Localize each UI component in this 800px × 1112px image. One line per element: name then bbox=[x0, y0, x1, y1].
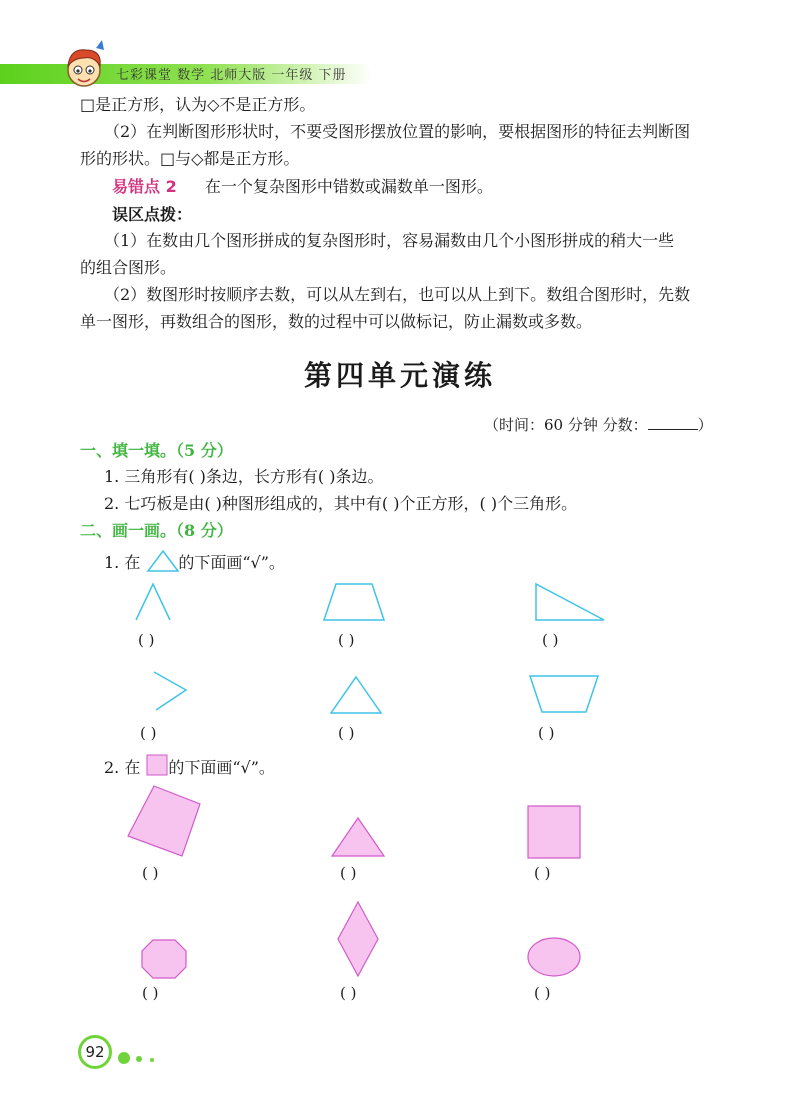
time-score-close: ） bbox=[697, 416, 713, 434]
answer-paren[interactable]: ( ) bbox=[140, 724, 157, 742]
trapezoid-shape bbox=[322, 580, 388, 624]
error-point-text: 在一个复杂图形中错数或漏数单一图形。 bbox=[204, 177, 493, 196]
analysis-line: （2）数图形时按顺序去数，可以从左到右，也可以从上到下。数组合图形时，先数 bbox=[104, 285, 691, 304]
q1-suffix: 的下面画“√”。 bbox=[178, 553, 285, 572]
decor-dot bbox=[136, 1056, 142, 1062]
section1-heading: 一、填一填。（5 分） bbox=[80, 441, 233, 460]
rotated-square-shape bbox=[124, 784, 204, 860]
answer-paren[interactable]: ( ) bbox=[142, 984, 159, 1002]
mascot-icon bbox=[56, 40, 112, 92]
answer-paren[interactable]: ( ) bbox=[338, 631, 355, 649]
inverted-trapezoid-shape bbox=[526, 672, 602, 716]
ellipse-shape bbox=[526, 936, 582, 978]
angle-shape bbox=[150, 668, 190, 712]
intro-line: （2）在判断图形形状时，不要受图形摆放位置的影响，要根据图形的特征去判断图 bbox=[104, 122, 691, 141]
q1-prefix: 1. 在 bbox=[104, 553, 141, 572]
decor-dot bbox=[118, 1052, 130, 1064]
time-score bbox=[484, 414, 713, 436]
section2-q2 bbox=[104, 757, 275, 779]
answer-paren[interactable]: ( ) bbox=[340, 984, 357, 1002]
section2-q1 bbox=[104, 552, 285, 574]
pink-triangle-shape bbox=[330, 816, 386, 858]
q2-suffix: 的下面画“√”。 bbox=[168, 758, 275, 777]
error-point-label: 易错点 2 bbox=[112, 177, 177, 196]
intro-line: □是正方形，认为◇不是正方形。 bbox=[80, 95, 316, 114]
answer-paren[interactable]: ( ) bbox=[538, 724, 555, 742]
analysis-line: 单一图形，再数组合的图形，数的过程中可以做标记，防止漏数或多数。 bbox=[80, 312, 593, 331]
time-score-text: （时间：60 分钟 分数： bbox=[484, 416, 648, 434]
page-title: 第四单元演练 bbox=[303, 359, 496, 392]
answer-paren[interactable]: ( ) bbox=[338, 724, 355, 742]
open-angle-shape bbox=[130, 580, 180, 624]
intro-line: 形的形状。□与◇都是正方形。 bbox=[80, 149, 300, 168]
square-shape bbox=[526, 804, 582, 860]
octagon-shape bbox=[140, 938, 188, 980]
error-point bbox=[112, 176, 493, 198]
square-reference-icon bbox=[146, 754, 168, 776]
score-blank[interactable] bbox=[648, 415, 698, 430]
answer-paren[interactable]: ( ) bbox=[542, 631, 559, 649]
answer-paren[interactable]: ( ) bbox=[534, 984, 551, 1002]
triangle-reference-icon bbox=[146, 549, 180, 573]
decor-dot bbox=[150, 1058, 154, 1062]
analysis-line: 的组合图形。 bbox=[80, 258, 177, 277]
answer-paren[interactable]: ( ) bbox=[142, 864, 159, 882]
analysis-label: 误区点拨： bbox=[112, 205, 193, 224]
page-number: 92 bbox=[78, 1035, 112, 1069]
answer-paren[interactable]: ( ) bbox=[340, 864, 357, 882]
triangle-shape bbox=[328, 674, 384, 716]
answer-paren[interactable]: ( ) bbox=[138, 631, 155, 649]
answer-paren[interactable]: ( ) bbox=[534, 864, 551, 882]
analysis-line: （1）在数由几个图形拼成的复杂图形时，容易漏数由几个小图形拼成的稍大一些 bbox=[104, 231, 675, 250]
right-triangle-shape bbox=[530, 580, 610, 624]
header-text: 七彩课堂 数学 北师大版 一年级 下册 bbox=[116, 68, 347, 83]
section2-heading: 二、画一画。（8 分） bbox=[80, 521, 233, 540]
rhombus-shape bbox=[336, 900, 380, 978]
section1-q2: 2. 七巧板是由( )种图形组成的，其中有( )个正方形，( )个三角形。 bbox=[104, 494, 578, 513]
q2-prefix: 2. 在 bbox=[104, 758, 141, 777]
section1-q1: 1. 三角形有( )条边，长方形有( )条边。 bbox=[104, 467, 384, 486]
